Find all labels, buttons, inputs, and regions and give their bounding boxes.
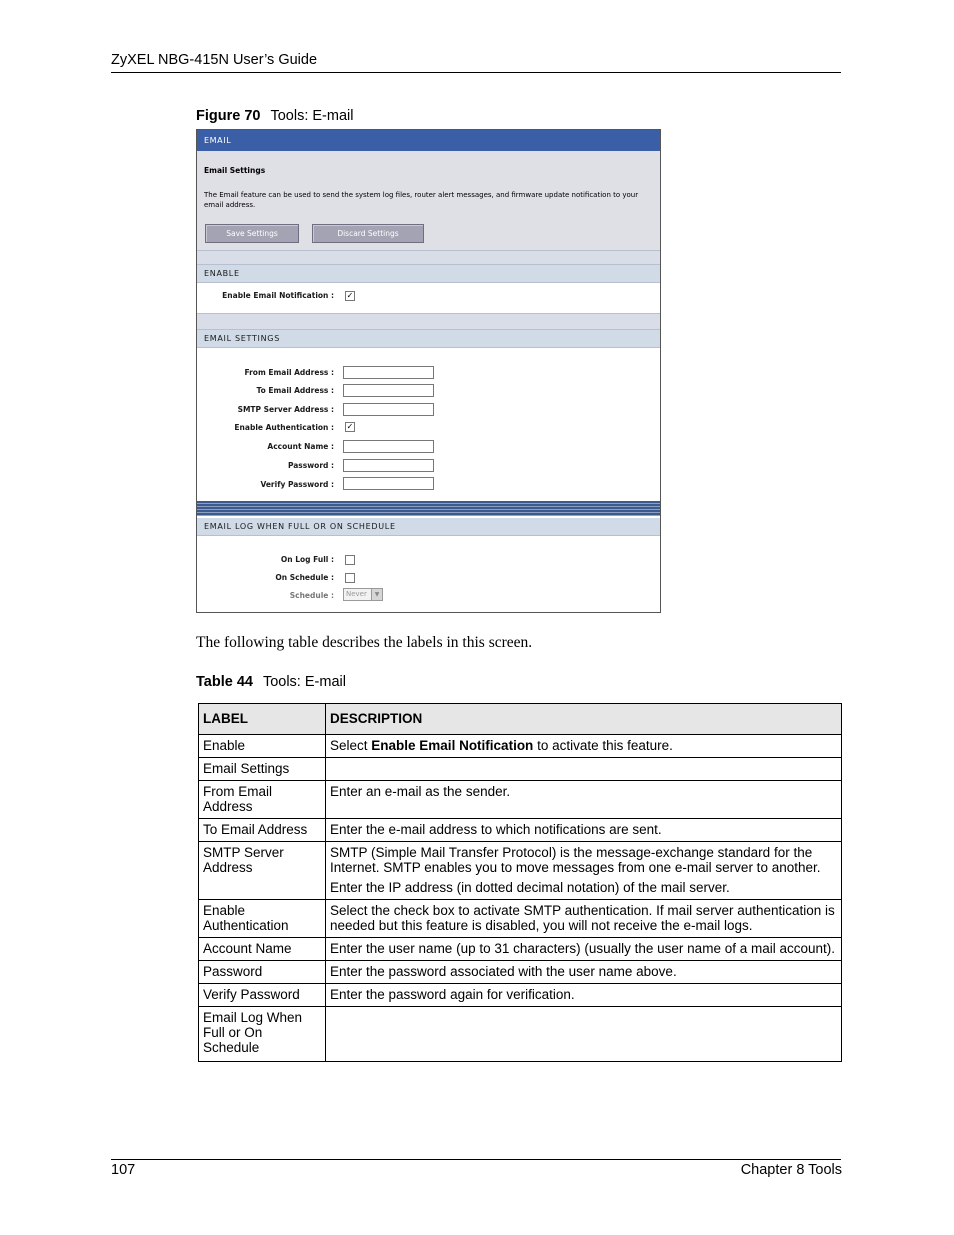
description-column-header: DESCRIPTION <box>326 704 842 735</box>
email-log-section-header <box>197 518 660 536</box>
row-description <box>326 1007 842 1062</box>
table-row <box>199 781 842 819</box>
footer-rule <box>111 1159 841 1160</box>
row-description <box>326 842 842 900</box>
on-schedule-checkbox[interactable] <box>345 573 355 583</box>
email-intro-text: The Email feature can be used to send the system log files, router alert messages, and firmware update notification to your email address. <box>204 191 639 209</box>
table-row <box>199 938 842 961</box>
separator-stripe <box>197 501 660 516</box>
email-settings-section-title: EMAIL SETTINGS <box>204 334 280 343</box>
email-settings-heading: Email Settings <box>204 166 266 175</box>
separator-stripe <box>197 250 660 265</box>
table-number: Table 44 <box>196 674 253 690</box>
row-label: From Email Address <box>199 781 326 819</box>
table-row <box>199 961 842 984</box>
chevron-down-icon: ▼ <box>371 589 382 600</box>
running-header: ZyXEL NBG-415N User’s Guide <box>111 52 318 68</box>
table-row <box>199 900 842 938</box>
row-description: Select the check box to activate SMTP authentication. If mail server authentication is needed but this feature is disabled, you will not receive the e-mail logs. <box>326 900 842 938</box>
to-email-label: To Email Address : <box>256 386 334 395</box>
desc-paragraph: SMTP (Simple Mail Transfer Protocol) is the message-exchange standard for the Internet. SMTP enables you to move messages from one e-mail server to another. <box>330 845 821 875</box>
discard-settings-button[interactable]: Discard Settings <box>312 224 424 243</box>
smtp-server-input[interactable] <box>343 403 434 416</box>
desc-bold: Enable Email Notification <box>371 738 534 753</box>
table-row <box>199 758 842 781</box>
row-label: To Email Address <box>199 819 326 842</box>
save-settings-button[interactable]: Save Settings <box>205 224 299 243</box>
password-input[interactable] <box>343 459 434 472</box>
email-title-bar <box>197 130 660 151</box>
table-row <box>199 735 842 758</box>
on-schedule-label: On Schedule : <box>275 573 334 582</box>
from-email-input[interactable] <box>343 366 434 379</box>
enable-email-notification-checkbox[interactable]: ✓ <box>346 291 354 300</box>
schedule-value: Never <box>346 590 367 598</box>
email-title: EMAIL <box>204 136 232 145</box>
description-table <box>198 703 842 1062</box>
page-number: 107 <box>111 1162 136 1178</box>
account-name-input[interactable] <box>343 440 434 453</box>
row-label: Password <box>199 961 326 984</box>
from-email-label: From Email Address : <box>244 368 334 377</box>
table-row <box>199 1007 842 1062</box>
row-label: Verify Password <box>199 984 326 1007</box>
row-description: Enter an e-mail as the sender. <box>326 781 842 819</box>
header-rule <box>111 72 841 73</box>
on-log-full-checkbox[interactable] <box>345 555 355 565</box>
figure-number: Figure 70 <box>196 108 261 124</box>
row-description: Enter the password again for verification. <box>326 984 842 1007</box>
row-label: Email Settings <box>199 758 326 781</box>
table-caption <box>196 674 346 690</box>
email-settings-section-header <box>197 330 660 348</box>
table-header-row <box>199 704 842 735</box>
figure-title: Tools: E-mail <box>270 108 354 124</box>
enable-authentication-label: Enable Authentication : <box>234 423 334 432</box>
figure-caption <box>196 108 353 124</box>
label-column-header: LABEL <box>199 704 326 735</box>
table-title: Tools: E-mail <box>262 674 346 690</box>
on-log-full-label: On Log Full : <box>280 555 334 564</box>
email-settings-panel <box>197 151 660 250</box>
row-label: Account Name <box>199 938 326 961</box>
schedule-label: Schedule : <box>289 591 334 600</box>
chapter-label: Chapter 8 Tools <box>740 1162 842 1178</box>
desc-text: to activate this feature. <box>533 738 673 753</box>
verify-password-label: Verify Password : <box>260 480 334 489</box>
intro-paragraph: The following table describes the labels in this screen. <box>196 634 533 651</box>
row-description: Enter the user name (up to 31 characters) (usually the user name of a mail account). <box>326 938 842 961</box>
row-label: Enable Authentication <box>199 900 326 938</box>
account-name-label: Account Name : <box>267 442 334 451</box>
enable-section-title: ENABLE <box>204 269 240 278</box>
smtp-server-label: SMTP Server Address : <box>237 405 334 414</box>
enable-section-header <box>197 265 660 283</box>
email-log-section-title: EMAIL LOG WHEN FULL OR ON SCHEDULE <box>204 522 396 531</box>
to-email-input[interactable] <box>343 384 434 397</box>
row-description: Enter the password associated with the user name above. <box>326 961 842 984</box>
table-row <box>199 984 842 1007</box>
enable-email-notification-label: Enable Email Notification : <box>222 291 334 300</box>
desc-text: Select <box>330 738 372 753</box>
verify-password-input[interactable] <box>343 477 434 490</box>
row-label: SMTP Server Address <box>199 842 326 900</box>
enable-authentication-checkbox[interactable]: ✓ <box>346 422 354 431</box>
row-description <box>326 735 842 758</box>
password-label: Password : <box>287 461 334 470</box>
schedule-select[interactable] <box>343 588 383 601</box>
row-description <box>326 758 842 781</box>
row-label: Enable <box>199 735 326 758</box>
row-label: Email Log When Full or On Schedule <box>199 1007 326 1062</box>
desc-paragraph: Enter the IP address (in dotted decimal notation) of the mail server. <box>330 880 730 895</box>
table-row <box>199 842 842 900</box>
separator-stripe <box>197 313 660 330</box>
email-screen-figure <box>196 129 661 613</box>
row-description: Enter the e-mail address to which notifications are sent. <box>326 819 842 842</box>
table-row <box>199 819 842 842</box>
